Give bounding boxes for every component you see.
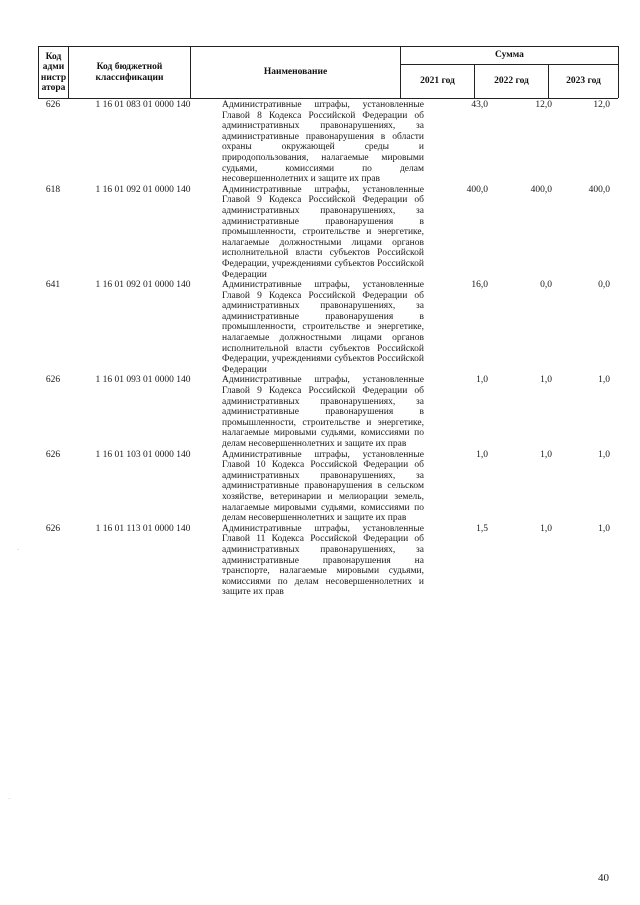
value-2022: 400,0	[530, 184, 552, 195]
kbk-code: 1 16 01 113 01 0000 140	[95, 523, 191, 534]
admin-code: 626	[45, 375, 61, 386]
table-row	[38, 450, 618, 524]
row-name: Административные штрафы, установленные Главой 9 Кодекса Российской Федерации об административных правонарушениях, за административные правонарушения в промышленности, строительстве и энергетике, налагаемые мировыми судьями, комиссиями по делам несовершеннолетних и защите их прав	[222, 375, 424, 449]
value-2023: 400,0	[588, 184, 610, 195]
header-bottom-border	[38, 98, 618, 99]
value-2022: 12,0	[535, 100, 552, 110]
header-right-border	[618, 46, 619, 98]
header-kbk: Код бюджетной классификации	[95, 62, 164, 83]
value-2021: 1,0	[476, 449, 488, 460]
kbk-code: 1 16 01 092 01 0000 140	[95, 280, 191, 291]
admin-code: 626	[45, 523, 61, 534]
table-row	[38, 524, 618, 598]
page-number: 40	[598, 872, 609, 884]
header-admin-code: Код адми нистр атора	[40, 51, 67, 93]
value-2023: 0,0	[598, 280, 610, 291]
table-row	[38, 280, 618, 375]
table-row	[38, 100, 618, 185]
table-row	[38, 185, 618, 280]
value-2022: 1,0	[540, 449, 552, 460]
value-2023: 12,0	[593, 100, 610, 110]
header-year-2022: 2022 год	[494, 76, 529, 87]
scan-speck: ·	[17, 546, 20, 554]
row-name: Административные штрафы, установленные Главой 9 Кодекса Российской Федерации об административных правонарушениях, за административные правонарушения в промышленности, строительстве и энергетике, налагаемые должностными лицами органов исполнительной власти субъектов Российской Федерации, учреждениями субъектов Российской Федерации	[222, 184, 424, 280]
table-body	[38, 100, 618, 598]
scan-speck: ·	[8, 795, 11, 803]
value-2021: 1,5	[476, 523, 488, 534]
kbk-code: 1 16 01 093 01 0000 140	[95, 375, 191, 386]
admin-code: 618	[45, 184, 61, 195]
value-2021: 400,0	[466, 184, 488, 195]
value-2021: 43,0	[471, 100, 488, 110]
header-sum: Сумма	[495, 50, 524, 61]
value-2023: 1,0	[598, 375, 610, 386]
row-name: Административные штрафы, установленные Главой 11 Кодекса Российской Федерации об административных правонарушениях, за административные правонарушения на транспорте, налагаемые мировыми судьями, комиссиями по делам несовершеннолетних и защите их прав	[222, 523, 424, 598]
row-name: Административные штрафы, установленные Главой 8 Кодекса Российской Федерации об административных правонарушениях, за административные правонарушения в области охраны окружающей среды и природопользования, налагаемые мировыми судьями, комиссиями по делам несовершеннолетних и защите их прав	[222, 100, 424, 185]
value-2023: 1,0	[598, 523, 610, 534]
value-2021: 1,0	[476, 375, 488, 386]
admin-code: 641	[45, 280, 61, 291]
header-year-2023: 2023 год	[566, 76, 601, 87]
header-name: Наименование	[263, 67, 328, 78]
value-2023: 1,0	[598, 449, 610, 460]
row-name: Административные штрафы, установленные Главой 9 Кодекса Российской Федерации об административных правонарушениях, за административные правонарушения в промышленности, строительстве и энергетике, налагаемые должностными лицами органов исполнительной власти субъектов Российской Федерации, учреждениями субъектов Российской Федерации	[222, 280, 424, 375]
admin-code: 626	[45, 449, 61, 460]
value-2022: 1,0	[540, 523, 552, 534]
table-row	[38, 375, 618, 449]
value-2022: 1,0	[540, 375, 552, 386]
kbk-code: 1 16 01 103 01 0000 140	[95, 449, 191, 460]
kbk-code: 1 16 01 083 01 0000 140	[95, 100, 191, 110]
header-year-2021: 2021 год	[420, 76, 455, 87]
value-2021: 16,0	[471, 280, 488, 291]
kbk-code: 1 16 01 092 01 0000 140	[95, 184, 191, 195]
value-2022: 0,0	[540, 280, 552, 291]
row-name: Административные штрафы, установленные Главой 10 Кодекса Российской Федерации об административных правонарушениях, за административные правонарушения в сельском хозяйстве, ветеринарии и мелиорации земель, налагаемые мировыми судьями, комиссиями по делам несовершеннолетних и защите их прав	[222, 449, 424, 524]
admin-code: 626	[45, 100, 61, 110]
